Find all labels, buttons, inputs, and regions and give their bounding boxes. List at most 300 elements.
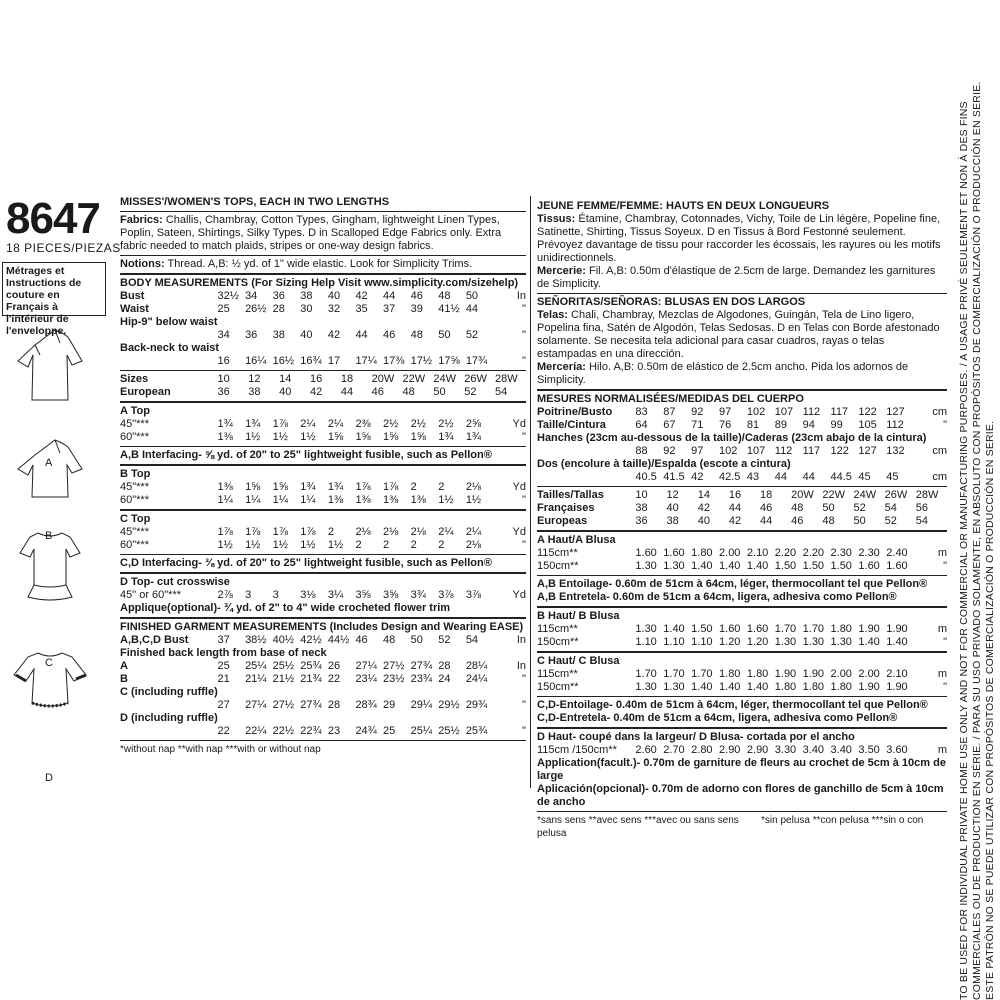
finished-measurements-header: FINISHED GARMENT MEASUREMENTS (Includes Design and Wearing EASE) xyxy=(120,621,524,633)
table-cell: 2½ xyxy=(410,418,426,430)
table-cell: 27¾ xyxy=(300,699,322,711)
table-cell: 26W xyxy=(464,373,487,385)
row-label: Taille/Cintura xyxy=(537,419,606,431)
row-label: Europeas xyxy=(537,515,588,527)
table-row xyxy=(120,539,526,552)
table-cell: 132 xyxy=(886,445,905,457)
table-cell: 21 xyxy=(217,673,230,685)
table-cell: 35 xyxy=(355,303,368,315)
pieces-count: 18 PIECES/PIEZAS xyxy=(6,241,121,255)
table-cell: 1.70 xyxy=(635,668,657,680)
table-cell: 17 xyxy=(327,355,341,367)
table-cell: 112 xyxy=(774,445,793,457)
table-cell: 1½ xyxy=(245,431,261,443)
a-haut-table xyxy=(537,547,947,573)
mesures-table xyxy=(537,406,947,484)
table-cell: 117 xyxy=(802,445,821,457)
table-cell: 30 xyxy=(300,303,313,315)
unit-cell: " xyxy=(522,329,526,341)
table-cell: 97 xyxy=(691,445,704,457)
table-cell: 1.40 xyxy=(691,681,713,693)
applique-note: Applique(optional)- ¾ yd. of 2" to 4" wide crocheted flower trim xyxy=(120,602,451,614)
table-cell: 50 xyxy=(853,515,866,527)
table-cell: 38 xyxy=(272,329,285,341)
table-cell: 45 xyxy=(886,471,899,483)
unit-cell: Yd xyxy=(512,481,526,493)
table-cell: 1⅞ xyxy=(217,526,233,538)
table-cell: 44.5 xyxy=(830,471,852,483)
table-cell: 24¾ xyxy=(355,725,377,737)
sizes-table xyxy=(120,373,526,399)
table-cell: 38 xyxy=(666,515,679,527)
table-cell: 1.40 xyxy=(746,681,769,693)
finished-measurements-table xyxy=(120,634,526,738)
table-cell: 16 xyxy=(309,373,323,385)
table-cell: 1.50 xyxy=(774,560,797,572)
table-cell: 3.50 xyxy=(858,744,880,756)
table-cell: 16¾ xyxy=(300,355,322,367)
row-label xyxy=(120,329,217,342)
table-cell: 44 xyxy=(465,303,479,315)
d-top-label: D Top- cut crosswise xyxy=(120,576,230,588)
c-haut-table xyxy=(537,668,947,694)
table-cell: 44 xyxy=(383,290,396,302)
legal-line-2: COMMERCIALES OU DE PRODUCTION EN SÉRIE. / PARA SU USO PRIVADO SOLAMENTE, EN ABSOLUTO CON PROPÓSITOS DE COMERCIALIZACIÓN O PRODUCCIÓN EN SERIE. xyxy=(971,81,983,1000)
table-cell: 29 xyxy=(383,699,396,711)
table-cell: 3⅛ xyxy=(300,589,316,601)
table-cell: 1.60 xyxy=(886,560,908,572)
table-cell: 1⅝ xyxy=(272,481,288,493)
table-cell: 25¾ xyxy=(300,660,322,672)
table-cell: 36 xyxy=(272,290,285,302)
table-cell: 83 xyxy=(635,406,648,418)
table-cell: 1⅜ xyxy=(355,494,371,506)
table-cell: 1.90 xyxy=(886,623,908,635)
table-cell: 2 xyxy=(410,539,417,551)
unit-cell: " xyxy=(522,303,526,315)
row-label: D (including ruffle) xyxy=(120,712,218,724)
table-cell: 46 xyxy=(410,290,423,302)
table-row xyxy=(120,634,526,647)
view-label-d: D xyxy=(45,772,53,784)
application-note: Application(facult.)- 0.70m de garniture de fleurs au crochet de 5cm à 10cm de large xyxy=(537,757,946,782)
table-cell: 21¼ xyxy=(245,673,267,685)
table-cell: 27 xyxy=(217,699,230,711)
table-cell: 127 xyxy=(886,406,905,418)
table-cell: 99 xyxy=(830,419,843,431)
table-cell: 41½ xyxy=(438,303,460,315)
table-cell: 2.30 xyxy=(830,547,852,559)
a-top-label: A Top xyxy=(120,405,150,417)
table-cell: 28¼ xyxy=(465,660,488,672)
table-cell: 2 xyxy=(355,539,362,551)
table-row xyxy=(120,494,526,507)
table-cell: 1.80 xyxy=(719,668,741,680)
table-cell: 24W xyxy=(433,373,456,385)
table-cell: 1.30 xyxy=(774,636,797,648)
table-cell: 38 xyxy=(635,502,648,514)
table-cell: 1.20 xyxy=(746,636,769,648)
table-cell: 1.90 xyxy=(858,681,880,693)
table-cell: 1.10 xyxy=(691,636,713,648)
table-cell: 2.60 xyxy=(635,744,657,756)
table-cell: 17½ xyxy=(410,355,433,367)
table-cell: 1.50 xyxy=(802,560,825,572)
table-cell: 1¾ xyxy=(465,431,482,443)
french-instructions-box: Métrages et Instructions de couture en Français à l'intérieur de l'enveloppe. xyxy=(2,262,106,316)
table-cell: 1.40 xyxy=(886,636,908,648)
table-cell: 2.20 xyxy=(774,547,797,559)
table-cell: 1.30 xyxy=(635,681,657,693)
table-cell: 50 xyxy=(438,329,451,341)
table-row xyxy=(120,699,526,712)
unit-cell: m xyxy=(937,744,947,756)
table-cell: 3⅞ xyxy=(438,589,454,601)
table-cell: 52 xyxy=(464,386,477,398)
unit-cell: cm xyxy=(932,406,947,418)
table-cell: 25¾ xyxy=(465,725,488,737)
spanish-title: SEÑORITAS/SEÑORAS: BLUSAS EN DOS LARGOS xyxy=(537,296,806,308)
table-cell: 1⅜ xyxy=(217,481,233,493)
table-cell: 67 xyxy=(663,419,676,431)
table-cell: 44 xyxy=(802,471,815,483)
table-cell: 25 xyxy=(217,660,230,672)
telas-paragraph: Telas: Chali, Chambray, Mezclas de Algodones, Guingán, Tela de Lino ligero, Popelina fina, Satén de Algodón, Telas Sedosas. D en Telas con Borde afestonado solamente. Se necesita tela adicional para casar cuadros, rayas o telas estampadas en una dirección. xyxy=(537,309,940,360)
table-cell: 1⅞ xyxy=(245,526,261,538)
table-cell: 1.90 xyxy=(802,668,825,680)
table-row xyxy=(120,290,526,303)
table-cell: 36 xyxy=(635,515,648,527)
table-cell: 1½ xyxy=(272,539,288,551)
table-cell: 3 xyxy=(245,589,252,601)
table-row xyxy=(537,547,947,560)
row-label: Hip-9" below waist xyxy=(120,316,218,328)
table-cell: 1.30 xyxy=(830,636,852,648)
table-cell: 1.40 xyxy=(719,560,741,572)
table-cell: 40 xyxy=(666,502,679,514)
table-cell: 17¼ xyxy=(355,355,377,367)
table-cell: 1¾ xyxy=(245,418,261,430)
unit-cell: " xyxy=(522,699,526,711)
unit-cell: In xyxy=(516,660,526,672)
table-row xyxy=(120,660,526,673)
row-label: B xyxy=(120,673,128,685)
table-cell: 1¼ xyxy=(272,494,288,506)
table-cell: 37 xyxy=(383,303,396,315)
table-cell: 38 xyxy=(300,290,313,302)
table-cell: 107 xyxy=(774,406,794,418)
table-cell: 46 xyxy=(383,329,396,341)
table-cell: 40.5 xyxy=(635,471,657,483)
cd-entoilage: C,D-Entoilage- 0.40m de 51cm à 64cm, léger, thermocollant tel que Pellon® xyxy=(537,699,928,711)
table-cell: 40 xyxy=(327,290,341,302)
table-cell: 2⅞ xyxy=(217,589,233,601)
row-label: Hanches (23cm au-dessous de la taille)/Caderas (23cm abajo de la cintura) xyxy=(537,432,927,444)
table-cell: 42 xyxy=(327,329,341,341)
table-cell: 43 xyxy=(746,471,760,483)
table-cell: 32 xyxy=(327,303,341,315)
table-cell: 1¾ xyxy=(438,431,454,443)
table-cell: 12 xyxy=(666,489,679,501)
d-top-table xyxy=(120,589,526,602)
table-cell: 2½ xyxy=(383,418,399,430)
row-label: Tailles/Tallas xyxy=(537,489,604,501)
table-cell: 2¼ xyxy=(465,526,482,538)
unit-cell: " xyxy=(943,636,947,648)
table-cell: 2 xyxy=(438,539,445,551)
table-cell: 50 xyxy=(822,502,835,514)
table-row xyxy=(537,471,947,484)
table-cell: 26½ xyxy=(245,303,267,315)
row-label: A xyxy=(120,660,128,672)
table-cell: 28W xyxy=(495,373,518,385)
table-cell: 54 xyxy=(915,515,929,527)
table-cell: 26 xyxy=(327,660,341,672)
table-cell: 1.10 xyxy=(663,636,685,648)
table-row xyxy=(537,744,947,757)
table-cell: 1.50 xyxy=(830,560,852,572)
table-row xyxy=(120,431,526,444)
table-cell: 1⅞ xyxy=(272,418,288,430)
table-cell: 14 xyxy=(697,489,710,501)
table-cell: 52 xyxy=(884,515,897,527)
english-title: MISSES'/WOMEN'S TOPS, EACH IN TWO LENGTHS xyxy=(120,196,390,208)
row-label: 115cm** xyxy=(537,668,578,680)
row-label: 45"*** xyxy=(120,418,149,430)
row-label xyxy=(120,355,217,368)
table-cell: 52 xyxy=(853,502,866,514)
table-cell: 48 xyxy=(410,329,423,341)
table-cell: 21¾ xyxy=(300,673,322,685)
table-cell: 23¼ xyxy=(355,673,377,685)
table-cell: 28 xyxy=(438,660,451,672)
table-row xyxy=(537,560,947,573)
table-cell: 1⅞ xyxy=(300,526,316,538)
table-cell: 25 xyxy=(383,725,396,737)
table-cell: 1½ xyxy=(327,539,344,551)
table-cell: 23 xyxy=(327,725,341,737)
table-cell: 2.80 xyxy=(691,744,713,756)
table-cell: 24W xyxy=(853,489,877,501)
aplicacion-note: Aplicación(opcional)- 0.70m de adorno con flores de ganchillo de 5cm à 10cm de ancho xyxy=(537,783,944,808)
table-cell: 29¾ xyxy=(465,699,488,711)
table-cell: 1⅝ xyxy=(410,431,426,443)
table-cell: 27¼ xyxy=(245,699,267,711)
table-cell: 1⅜ xyxy=(327,494,344,506)
table-row xyxy=(537,432,947,445)
table-cell: 1.60 xyxy=(719,623,741,635)
table-cell: 20W xyxy=(791,489,814,501)
table-cell: 102 xyxy=(719,445,738,457)
table-cell: 17⅝ xyxy=(438,355,460,367)
table-cell: 25½ xyxy=(272,660,295,672)
row-label: 115cm** xyxy=(537,547,578,559)
table-cell: 36 xyxy=(217,386,230,398)
table-cell: 44½ xyxy=(327,634,350,646)
table-cell: 29¼ xyxy=(410,699,433,711)
table-cell: 24¼ xyxy=(465,673,488,685)
row-label: Poitrine/Busto xyxy=(537,406,613,418)
body-measurements-header: BODY MEASUREMENTS (For Sizing Help Visit www.simplicity.com/sizehelp) xyxy=(120,277,519,289)
table-cell: 17¾ xyxy=(465,355,488,367)
table-cell: 54 xyxy=(495,386,508,398)
b-top-table xyxy=(120,481,526,507)
table-cell: 1½ xyxy=(245,539,261,551)
table-cell: 1.60 xyxy=(663,547,685,559)
table-cell: 44 xyxy=(774,471,788,483)
table-cell: 48 xyxy=(822,515,835,527)
table-cell: 3¼ xyxy=(327,589,344,601)
table-cell: 16½ xyxy=(272,355,295,367)
table-row xyxy=(120,481,526,494)
table-cell: 2.00 xyxy=(858,668,880,680)
table-cell: 1.40 xyxy=(691,560,713,572)
table-cell: 42½ xyxy=(300,634,322,646)
table-row xyxy=(537,636,947,649)
table-cell: 1.70 xyxy=(774,623,797,635)
cd-entretela: C,D-Entretela- 0.40m de 51cm a 64cm, ligera, adhesiva como Pellon® xyxy=(537,712,898,724)
table-cell: 1¼ xyxy=(245,494,261,506)
table-cell: 102 xyxy=(746,406,766,418)
table-cell: 52 xyxy=(438,634,451,646)
table-cell: 48 xyxy=(383,634,396,646)
table-cell: 127 xyxy=(858,445,877,457)
b-top-label: B Top xyxy=(120,468,151,480)
table-cell: 48 xyxy=(791,502,804,514)
unit-cell: m xyxy=(937,623,947,635)
table-row xyxy=(120,373,526,386)
table-cell: 40 xyxy=(300,329,313,341)
table-row xyxy=(537,515,947,528)
row-label xyxy=(537,445,635,458)
row-label: A,B,C,D Bust xyxy=(120,634,189,646)
b-haut-table xyxy=(537,623,947,649)
unit-cell: " xyxy=(522,725,526,737)
table-cell: 1.40 xyxy=(719,681,741,693)
ab-entretela: A,B Entretela- 0.60m de 51cm a 64cm, ligera, adhesiva como Pellon® xyxy=(537,591,897,603)
table-row xyxy=(120,355,526,368)
table-cell: 1.60 xyxy=(858,560,880,572)
table-cell: 22½ xyxy=(272,725,295,737)
table-cell: 1.30 xyxy=(635,560,657,572)
view-c-illustration xyxy=(20,533,80,600)
table-cell: 2¼ xyxy=(438,526,454,538)
table-row xyxy=(537,502,947,515)
table-cell: 21½ xyxy=(272,673,295,685)
table-cell: 105 xyxy=(858,419,877,431)
row-label: Françaises xyxy=(537,502,595,514)
table-cell: 16 xyxy=(217,355,230,367)
table-cell: 2.10 xyxy=(886,668,908,680)
table-cell: 27¾ xyxy=(410,660,433,672)
table-cell: 1⅝ xyxy=(383,431,399,443)
table-cell: 2.00 xyxy=(830,668,852,680)
table-cell: 2⅜ xyxy=(355,418,371,430)
unit-cell: m xyxy=(937,547,947,559)
table-cell: 1⅞ xyxy=(272,526,288,538)
pattern-number: 8647 xyxy=(6,194,100,243)
table-cell: 23½ xyxy=(383,673,405,685)
table-cell: 22¼ xyxy=(245,725,267,737)
table-row xyxy=(120,526,526,539)
table-cell: 1.60 xyxy=(635,547,657,559)
unit-cell: " xyxy=(943,681,947,693)
row-label: 60"*** xyxy=(120,539,149,551)
table-cell: 2 xyxy=(327,526,334,538)
table-cell: 2 xyxy=(383,539,390,551)
table-cell: 1.90 xyxy=(858,623,880,635)
row-label: Bust xyxy=(120,290,145,302)
table-cell: 10 xyxy=(217,373,230,385)
legal-line-1: TO BE USED FOR INDIVIDUAL PRIVATE HOME USE ONLY AND NOT FOR COMMERCIAL OR MANUFACTURING PURPOSES. / A USAGE PRIVÉ SEULEMENT ET NON À DES FINS xyxy=(958,101,970,1000)
table-cell: 27¼ xyxy=(355,660,377,672)
table-cell: 22W xyxy=(822,489,845,501)
table-cell: 122 xyxy=(858,406,877,418)
unit-cell: In xyxy=(516,290,526,302)
table-cell: 10 xyxy=(635,489,648,501)
table-cell: 1½ xyxy=(217,539,233,551)
table-cell: 1⅝ xyxy=(355,431,371,443)
table-cell: 2⅛ xyxy=(410,526,426,538)
table-cell: 42 xyxy=(309,386,323,398)
table-cell: 2¼ xyxy=(300,418,316,430)
view-label-a: A xyxy=(45,457,53,469)
unit-cell: " xyxy=(522,673,526,685)
table-cell: 56 xyxy=(915,502,929,514)
table-cell: 34 xyxy=(245,290,258,302)
table-row xyxy=(120,712,526,725)
row-label: C (including ruffle) xyxy=(120,686,218,698)
table-cell: 1½ xyxy=(300,431,316,443)
table-cell: 1.20 xyxy=(719,636,741,648)
table-cell: 3⅝ xyxy=(355,589,371,601)
table-cell: 3 xyxy=(272,589,279,601)
table-row xyxy=(120,342,526,355)
table-cell: 1½ xyxy=(300,539,316,551)
a-top-table xyxy=(120,418,526,444)
table-cell: 2⅛ xyxy=(383,526,399,538)
table-cell: 2.90 xyxy=(746,744,769,756)
table-cell: 1.10 xyxy=(635,636,657,648)
table-cell: 2.20 xyxy=(802,547,825,559)
table-cell: 39 xyxy=(410,303,423,315)
table-cell: 1.60 xyxy=(746,623,769,635)
table-cell: 122 xyxy=(830,445,849,457)
table-cell: 97 xyxy=(719,406,732,418)
table-cell: 26W xyxy=(884,489,908,501)
english-column xyxy=(120,196,526,756)
row-label: 115cm /150cm** xyxy=(537,744,617,756)
row-label: Back-neck to waist xyxy=(120,342,220,354)
table-cell: 2 xyxy=(438,481,445,493)
french-title: JEUNE FEMME/FEMME: HAUTS EN DEUX LONGUEURS xyxy=(537,200,830,212)
table-cell: 24 xyxy=(438,673,451,685)
table-cell: 1.80 xyxy=(830,681,852,693)
row-label xyxy=(120,699,217,712)
table-cell: 46 xyxy=(760,502,773,514)
table-cell: 1½ xyxy=(438,494,454,506)
d-haut-label: D Haut- coupé dans la largeur/ D Blusa- cortada por el ancho xyxy=(537,731,855,743)
table-cell: 1.30 xyxy=(663,560,685,572)
c-top-table xyxy=(120,526,526,552)
table-cell: 50 xyxy=(433,386,446,398)
table-cell: 1.80 xyxy=(774,681,797,693)
table-cell: 1.80 xyxy=(830,623,852,635)
table-cell: 1.40 xyxy=(858,636,880,648)
table-cell: 2⅛ xyxy=(465,481,482,493)
view-a-illustration xyxy=(18,330,82,400)
table-row xyxy=(120,647,526,660)
